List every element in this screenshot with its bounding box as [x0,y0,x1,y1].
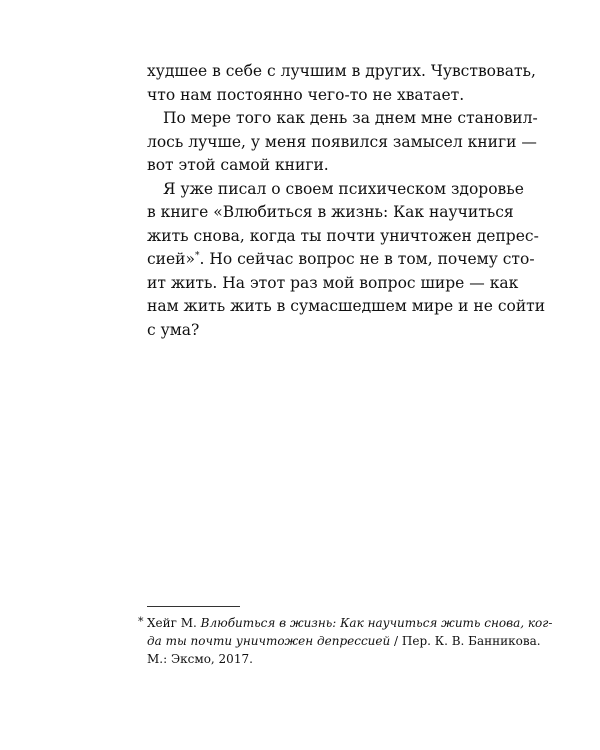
text-line: нам жить жить в сумасшедшем мире и не сойти [147,297,546,315]
footnote-line: М.: Эксмо, 2017. [147,652,253,666]
text-line [147,248,535,272]
footnote-translator: / Пер. К. В. Банникова. [390,634,541,648]
text-line: вот этой самой книги. [147,156,329,174]
text-fragment: сией» [147,250,195,268]
text-line: ит жить. На этот раз мой вопрос шире — как [147,273,519,292]
footnote-reference[interactable]: * [195,251,200,261]
footnote-line [147,614,553,632]
text-line: худшее в себе с лучшим в других. Чувствовать, [147,62,536,80]
footnote-title: да ты почти уничтожен депрессией [147,634,391,648]
text-line: Я уже писал о своем психическом здоровье [163,179,524,198]
text-line: жить снова, когда ты почти уничтожен депрес- [147,226,539,245]
footnote [138,614,553,668]
body-text [147,60,546,342]
text-line: с ума? [147,320,200,339]
text-fragment: . Но сейчас вопрос не в том, почему сто- [199,250,535,268]
footnote-marker: * [138,615,144,628]
footnote-separator [147,606,240,607]
text-line: По мере того как день за днем мне становил- [163,109,538,127]
footnote-title: Влюбиться в жизнь: Как научиться жить снова, ког- [200,616,553,630]
text-line: что нам постоянно чего-то не хватает. [147,85,465,104]
text-line: в книге «Влюбиться в жизнь: Как научиться [147,203,514,221]
footnote-line [147,632,541,650]
text-line: лось лучше, у меня появился замысел книги — [147,132,537,151]
footnote-author: Хейг М. [147,616,201,630]
